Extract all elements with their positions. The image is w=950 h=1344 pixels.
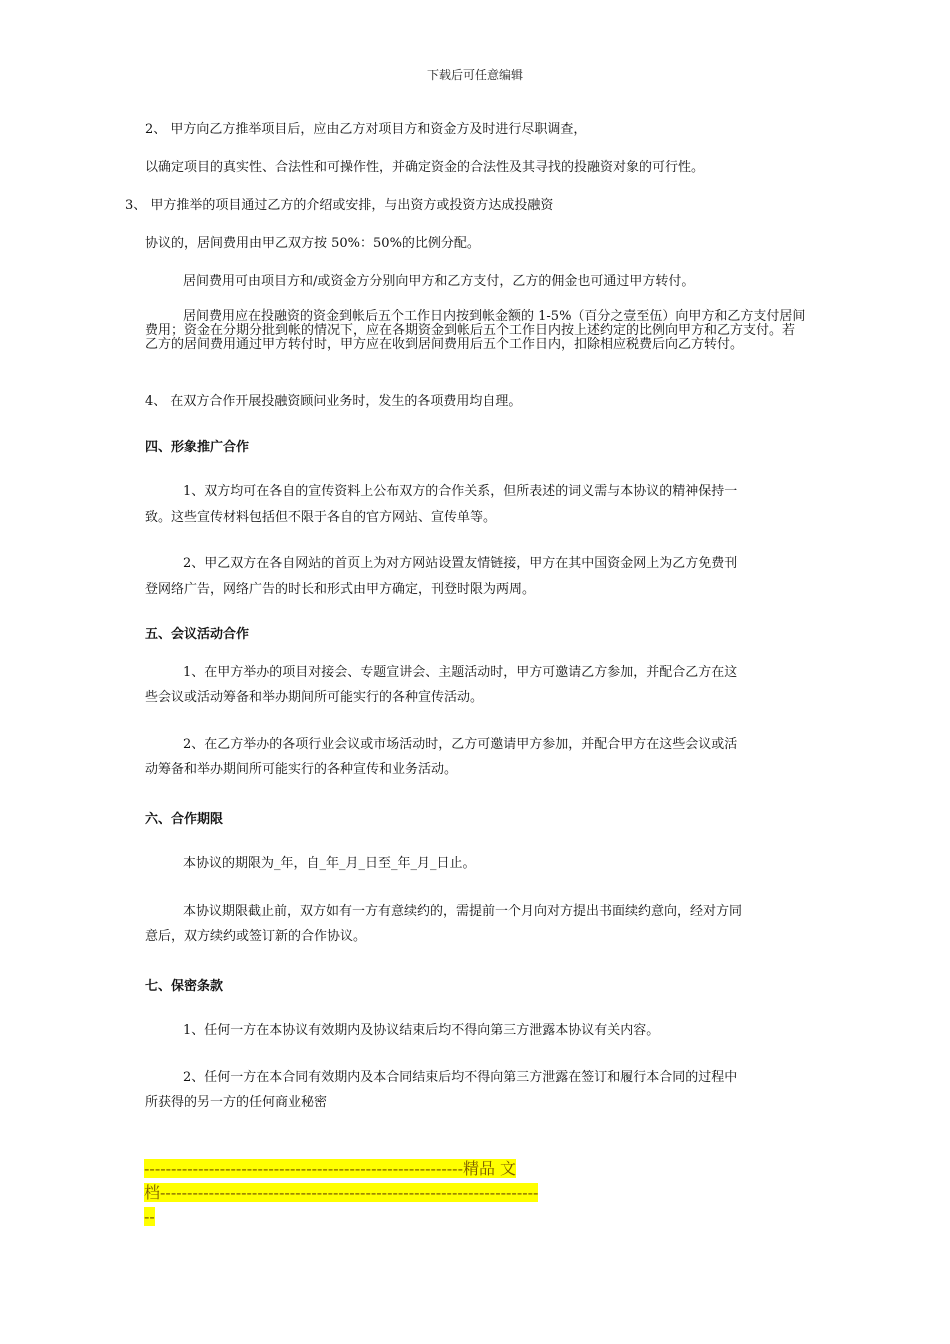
section-6-renewal-line-1: 本协议期限截止前，双方如有一方有意续约的，需提前一个月向对方提出书面续约意向，经对方同 (183, 904, 743, 919)
section-7-item-2-line-1: 2、任何一方在本合同有效期内及本合同结束后均不得向第三方泄露在签订和履行本合同的过程中 (183, 1070, 738, 1085)
section-5-title: 五、会议活动合作 (145, 627, 250, 642)
footer-line-1: -----------------------------------------------------------精品 文 (144, 1159, 517, 1178)
section-7-item-1: 1、任何一方在本协议有效期内及协议结束后均不得向第三方泄露本协议有关内容。 (183, 1023, 660, 1038)
section-7-title: 七、保密条款 (145, 979, 224, 994)
section-5-item-1-line-2: 些会议或活动筹备和举办期间所可能实行的各种宣传活动。 (145, 690, 484, 705)
page-header: 下载后可任意编辑 (426, 68, 523, 82)
clause-4: 4、 在双方合作开展投融资顾问业务时，发生的各项费用均自理。 (145, 394, 522, 409)
section-4-item-1-line-2: 致。这些宣传材料包括但不限于各自的官方网站、宣传单等。 (145, 510, 497, 525)
clause-3-line-1: 3、 甲方推举的项目通过乙方的介绍或安排，与出资方或投资方达成投融资 (125, 198, 554, 213)
clause-2-line-1: 2、 甲方向乙方推举项目后，应由乙方对项目方和资金方及时进行尽职调查， (145, 122, 587, 137)
clause-3-line-3: 居间费用可由项目方和/或资金方分别向甲方和乙方支付，乙方的佣金也可通过甲方转付。 (183, 274, 695, 289)
section-6-renewal-line-2: 意后，双方续约或签订新的合作协议。 (145, 929, 367, 944)
footer-watermark (144, 1157, 806, 1229)
section-4-item-2-line-1: 2、甲乙双方在各自网站的首页上为对方网站设置友情链接，甲方在其中国资金网上为乙方免费刊 (183, 556, 738, 571)
section-7-item-2-line-2: 所获得的另一方的任何商业秘密 (145, 1095, 328, 1110)
section-5-item-1-line-1: 1、在甲方举办的项目对接会、专题宣讲会、主题活动时，甲方可邀请乙方参加，并配合乙方在这 (183, 665, 738, 680)
footer-line-2: 档---------------------------------------------------------------------- (144, 1183, 539, 1202)
clause-3-line-2: 协议的，居间费用由甲乙双方按 50%：50%的比例分配。 (145, 236, 480, 251)
section-4-title: 四、形象推广合作 (145, 440, 250, 455)
clause-2-line-2: 以确定项目的真实性、合法性和可操作性，并确定资金的合法性及其寻找的投融资对象的可行性。 (145, 160, 705, 175)
footer-line-3: -- (144, 1207, 155, 1226)
section-6-title: 六、合作期限 (145, 812, 224, 827)
section-5-item-2-line-1: 2、在乙方举办的各项行业会议或市场活动时，乙方可邀请甲方参加，并配合甲方在这些会议或活 (183, 737, 738, 752)
section-4-item-2-line-2: 登网络广告，网络广告的时长和形式由甲方确定，刊登时限为两周。 (145, 582, 536, 597)
section-4-item-1-line-1: 1、双方均可在各自的宣传资料上公布双方的合作关系，但所表述的词义需与本协议的精神保持一 (183, 484, 738, 499)
clause-3-fee-paragraph: 居间费用应在投融资的资金到帐后五个工作日内按到帐金额的 1-5%（百分之壹至伍）向甲方和乙方支付居间费用；资金在分期分批到帐的情况下，应在各期资金到帐后五个工作日内按上述约定的比例向甲方和乙方支付。若乙方的居间费用通过甲方转付时，甲方应在收到居间费用后五个工作日内，扣除相应税费后向乙方转付。 (145, 309, 806, 352)
section-5-item-2-line-2: 动筹备和举办期间所可能实行的各种宣传和业务活动。 (145, 762, 458, 777)
section-6-term: 本协议的期限为_年，自_年_月_日至_年_月_日止。 (183, 856, 476, 871)
